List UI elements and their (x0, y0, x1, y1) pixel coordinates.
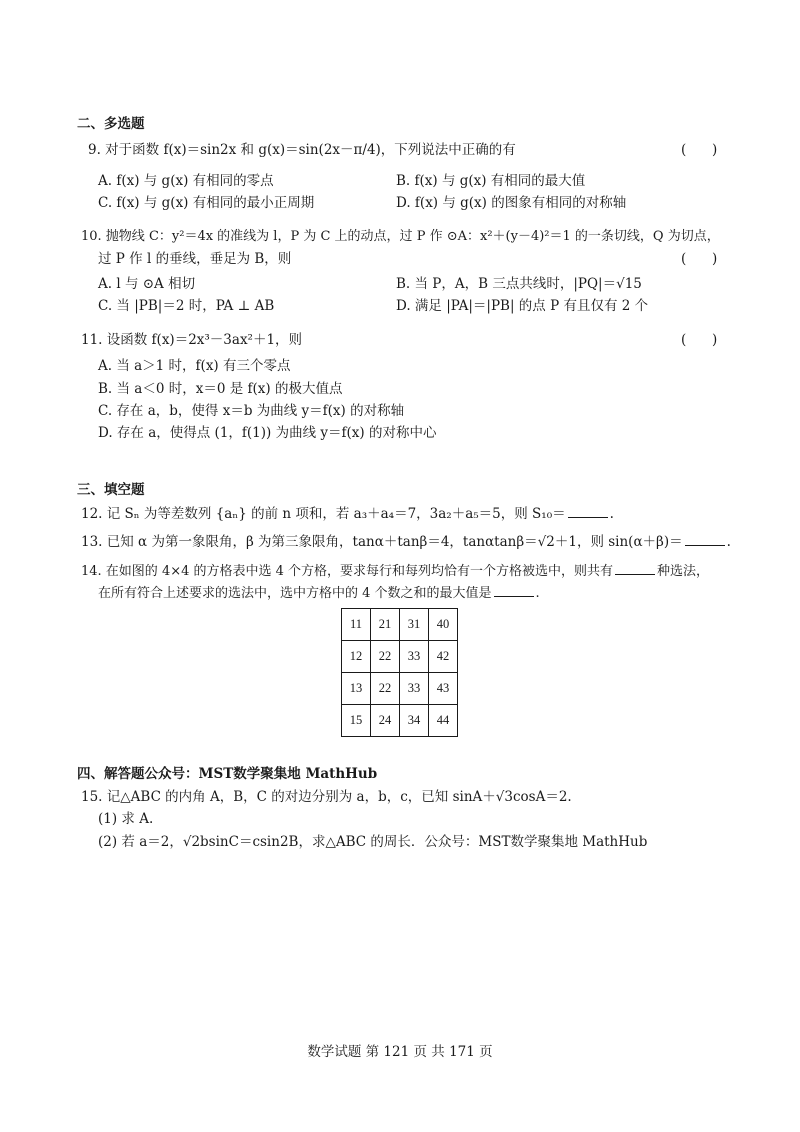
question-10-option-d: D. 满足 |PA|＝|PB| 的点 P 有且仅有 2 个 (396, 298, 649, 314)
page-footer: 数学试题 第 121 页 共 171 页 (307, 1044, 493, 1060)
grid-row (342, 673, 458, 705)
question-14-answer-blank-2[interactable] (494, 584, 534, 597)
grid-row (342, 705, 458, 737)
question-11-option-b: B. 当 a＜0 时，x＝0 是 f(x) 的极大值点 (98, 381, 343, 397)
grid-cell: 22 (371, 673, 400, 705)
question-11-stem: 11. 设函数 f(x)＝2x³－3ax²＋1，则 (81, 332, 303, 348)
question-10-option-c: C. 当 |PB|＝2 时，PA ⊥ AB (98, 298, 275, 314)
grid-cell: 34 (400, 705, 429, 737)
question-13-answer-blank[interactable] (685, 533, 725, 546)
grid-cell: 11 (342, 609, 371, 641)
question-10-option-a: A. l 与 ⊙A 相切 (98, 276, 196, 292)
question-9-option-d: D. f(x) 与 g(x) 的图象有相同的对称轴 (396, 195, 627, 211)
question-15-stem: 15. 记△ABC 的内角 A，B，C 的对边分别为 a，b，c，已知 sinA＋√3cosA＝2. (81, 789, 572, 805)
grid-cell: 43 (429, 673, 458, 705)
question-13 (81, 533, 731, 551)
question-12 (81, 505, 614, 523)
section-heading-fill-blank: 三、填空题 (77, 482, 145, 498)
question-9-option-b: B. f(x) 与 g(x) 有相同的最大值 (396, 173, 586, 189)
grid-cell: 13 (342, 673, 371, 705)
grid-cell: 33 (400, 641, 429, 673)
question-12-end: . (609, 506, 614, 522)
question-11-option-c: C. 存在 a，b，使得 x＝b 为曲线 y＝f(x) 的对称轴 (98, 403, 405, 419)
question-11-option-d: D. 存在 a，使得点 (1，f(1)) 为曲线 y＝f(x) 的对称中心 (98, 425, 437, 441)
grid-cell: 15 (342, 705, 371, 737)
question-9-option-c: C. f(x) 与 g(x) 有相同的最小正周期 (98, 195, 315, 211)
question-10-stem-line1: 10. 抛物线 C：y²＝4x 的准线为 l，P 为 C 上的动点，过 P 作 ⊙A：x²＋(y－4)²＝1 的一条切线，Q 为切点， (81, 229, 720, 244)
question-10-option-b: B. 当 P，A，B 三点共线时，|PQ|＝√15 (396, 276, 642, 292)
question-9-stem: 9. 对于函数 f(x)＝sin2x 和 g(x)＝sin(2x－π/4)，下列说法中正确的有 (88, 142, 516, 158)
question-14-line2 (98, 584, 540, 603)
question-14-answer-blank-1[interactable] (615, 562, 655, 575)
section-heading-multi-choice: 二、多选题 (77, 116, 145, 132)
question-11-answer-paren: ( ) (681, 332, 718, 348)
question-13-end: . (726, 534, 731, 550)
question-9-option-a: A. f(x) 与 g(x) 有相同的零点 (98, 173, 274, 189)
question-14-line1-text: 14. 在如图的 4×4 的方格表中选 4 个方格，要求每行和每列均恰有一个方格被选中，则共有 (81, 564, 614, 579)
question-11-option-a: A. 当 a＞1 时，f(x) 有三个零点 (98, 358, 291, 374)
grid-cell: 40 (429, 609, 458, 641)
grid-cell: 31 (400, 609, 429, 641)
grid-row (342, 609, 458, 641)
section-heading-answer: 四、解答题公众号：MST数学聚集地 MathHub (77, 766, 378, 782)
grid-cell: 24 (371, 705, 400, 737)
question-12-answer-blank[interactable] (568, 505, 608, 518)
grid-cell: 12 (342, 641, 371, 673)
question-15-part-2: (2) 若 a＝2，√2bsinC＝csin2B，求△ABC 的周长．公众号：MST数学聚集地 MathHub (98, 834, 648, 850)
question-14-line2-text: 在所有符合上述要求的选法中，选中方格中的 4 个数之和的最大值是 (98, 586, 492, 601)
grid-cell: 44 (429, 705, 458, 737)
question-14-line1 (81, 562, 709, 581)
grid-cell: 21 (371, 609, 400, 641)
question-10-answer-paren: ( ) (681, 251, 718, 267)
question-10-stem-line2: 过 P 作 l 的垂线，垂足为 B，则 (98, 251, 292, 267)
question-9-answer-paren: ( ) (681, 142, 718, 158)
question-13-text: 13. 已知 α 为第一象限角，β 为第三象限角，tanα＋tanβ＝4，tanαtanβ＝√2＋1，则 sin(α＋β)＝ (81, 534, 683, 550)
question-14-line1-end: 种选法， (657, 564, 710, 579)
question-15-part-1: (1) 求 A. (98, 811, 154, 827)
number-grid-table (341, 608, 458, 737)
question-12-text: 12. 记 Sₙ 为等差数列 {aₙ} 的前 n 项和，若 a₃＋a₄＝7，3a₂＋a₅＝5，则 S₁₀＝ (81, 506, 566, 522)
grid-cell: 22 (371, 641, 400, 673)
grid-row (342, 641, 458, 673)
grid-cell: 42 (429, 641, 458, 673)
grid-cell: 33 (400, 673, 429, 705)
question-14-line2-end: . (535, 586, 540, 601)
